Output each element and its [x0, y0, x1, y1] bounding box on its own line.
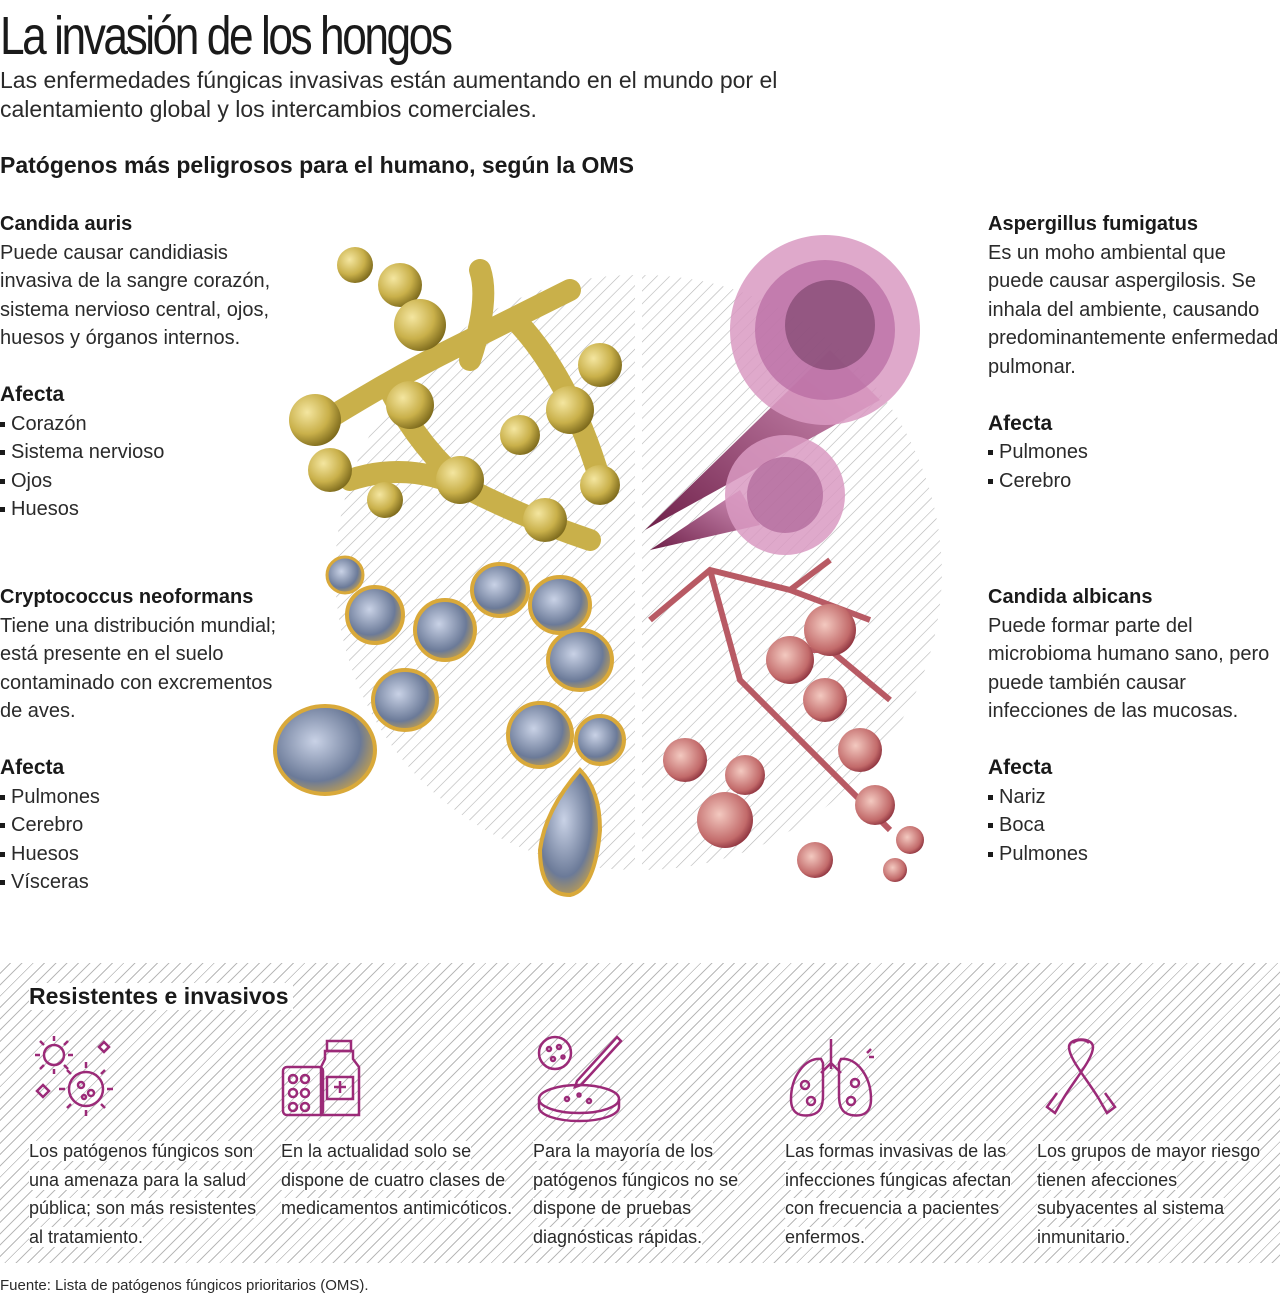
- resistant-title: Resistentes e invasivos: [29, 983, 293, 1010]
- affects-item: Huesos: [0, 840, 300, 869]
- pathogen-description: Puede formar parte del microbioma humano sano, pero puede también causar infecciones de las mucosas.: [988, 614, 1270, 723]
- virus-icon: [29, 1033, 121, 1125]
- fact-item: [29, 1033, 261, 1251]
- fact-item: [281, 1033, 513, 1223]
- affects-label: Afecta: [988, 411, 1053, 435]
- pathogen-description: Es un moho ambiental que puede causar aspergilosis. Se inhala del ambiente, causando predominantemente enfermedad pulmonar.: [988, 241, 1279, 378]
- medicine-icon: [281, 1033, 373, 1125]
- fact-text: En la actualidad solo se dispone de cuatro clases de medicamentos antimicóticos.: [281, 1141, 513, 1219]
- affects-item: Sistema nervioso: [0, 438, 300, 467]
- fungi-illustration: [270, 230, 960, 930]
- affects-item: Boca: [988, 811, 1280, 840]
- fact-item: [785, 1033, 1017, 1251]
- fact-item: [1037, 1033, 1269, 1251]
- affects-label: Afecta: [0, 382, 65, 406]
- pathogen-name: Candida auris: [0, 213, 133, 235]
- section-title: Patógenos más peligrosos para el humano, según la OMS: [0, 152, 634, 178]
- affects-item: Huesos: [0, 495, 300, 524]
- pathogen-name: Cryptococcus neoformans: [0, 586, 254, 608]
- affects-item: Cerebro: [988, 467, 1280, 496]
- pathogen-description: Puede causar candidiasis invasiva de la sangre corazón, sistema nervioso central, ojos, huesos y órganos internos.: [0, 241, 271, 350]
- pathogen-name: Aspergillus fumigatus: [988, 213, 1199, 235]
- affects-list: [0, 410, 300, 524]
- fact-text: Para la mayoría de los patógenos fúngicos no se dispone de pruebas diagnósticas rápidas.: [533, 1141, 739, 1247]
- source-note: Fuente: Lista de patógenos fúngicos prioritarios (OMS).: [0, 1277, 369, 1294]
- affects-label: Afecta: [988, 755, 1053, 779]
- pathogen-aspergillus-fumigatus: [988, 210, 1280, 495]
- page-subtitle: Las enfermedades fúngicas invasivas están aumentando en el mundo por el calentamiento global y los intercambios comerciales.: [0, 67, 778, 122]
- pathogen-description: Tiene una distribución mundial; está presente en el suelo contaminado con excrementos de aves.: [0, 614, 277, 723]
- affects-item: Corazón: [0, 410, 300, 439]
- affects-item: Nariz: [988, 783, 1280, 812]
- pathogen-cryptococcus-neoformans: [0, 583, 300, 897]
- hatch-quadrant: [642, 568, 942, 870]
- fact-text: Los grupos de mayor riesgo tienen afecciones subyacentes al sistema inmunitario.: [1037, 1141, 1261, 1247]
- petri-dish-icon: [533, 1033, 625, 1125]
- resistant-panel: [0, 963, 1280, 1263]
- affects-item: Cerebro: [0, 811, 300, 840]
- affects-item: Pulmones: [0, 783, 300, 812]
- affects-list: [0, 783, 300, 897]
- affects-label: Afecta: [0, 755, 65, 779]
- pathogen-name: Candida albicans: [988, 586, 1153, 608]
- fact-text: Los patógenos fúngicos son una amenaza para la salud pública; son más resistentes al tratamiento.: [29, 1141, 257, 1247]
- ribbon-icon: [1037, 1033, 1129, 1125]
- pathogen-candida-auris: [0, 210, 300, 524]
- affects-list: [988, 783, 1280, 869]
- fact-text: Las formas invasivas de las infecciones fúngicas afectan con frecuencia a pacientes enfermos.: [785, 1141, 1012, 1247]
- affects-item: Pulmones: [988, 438, 1280, 467]
- affects-list: [988, 438, 1280, 495]
- affects-item: Pulmones: [988, 840, 1280, 869]
- affects-item: Ojos: [0, 467, 300, 496]
- lungs-icon: [785, 1033, 877, 1125]
- page-title: La invasión de los hongos: [0, 6, 451, 66]
- fact-item: [533, 1033, 765, 1251]
- affects-item: Vísceras: [0, 868, 300, 897]
- pathogen-candida-albicans: [988, 583, 1280, 868]
